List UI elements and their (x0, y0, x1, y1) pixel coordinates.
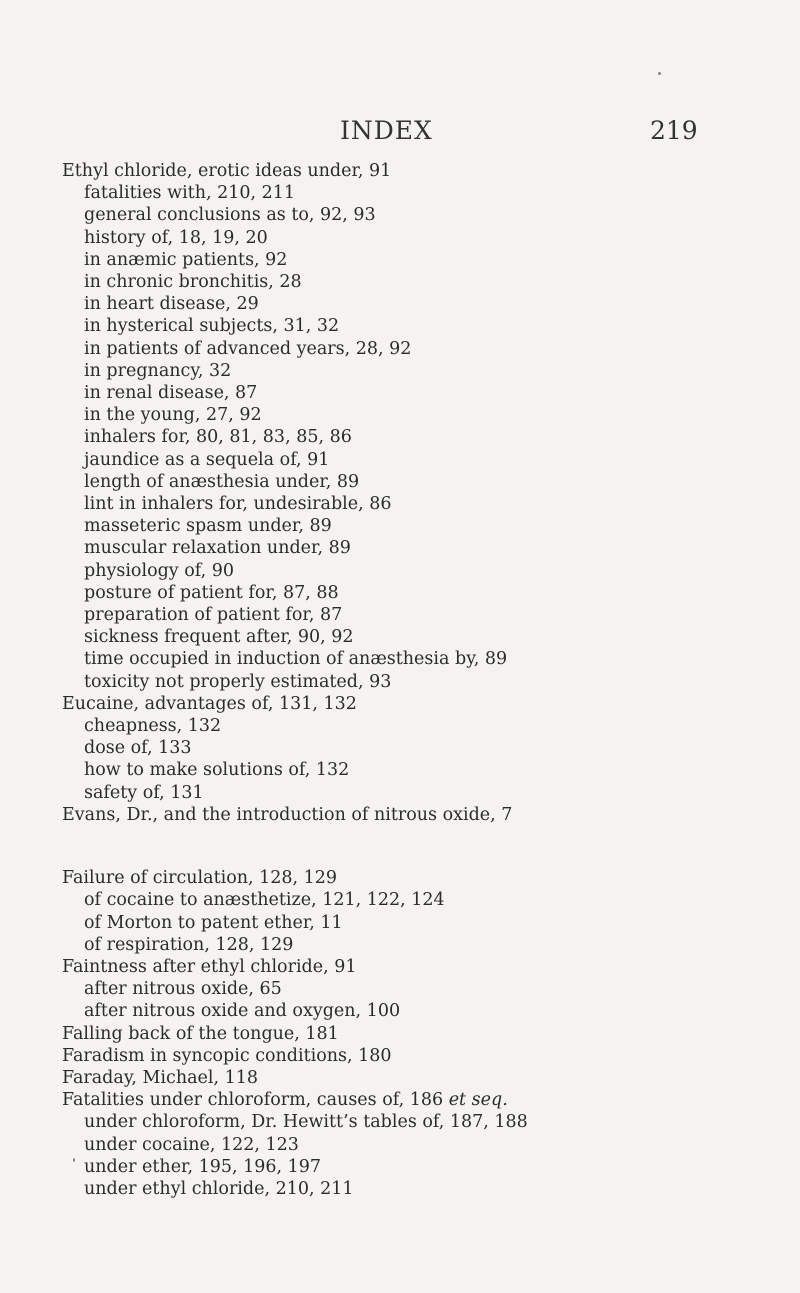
entry-text: Eucaine, advantages of, 131, 132 (62, 693, 357, 714)
index-subentry (62, 227, 762, 249)
entry-text: lint in inhalers for, undesirable, 86 (84, 494, 392, 515)
index-subentry (62, 249, 762, 271)
page-speck (73, 1158, 75, 1162)
entry-text: masseteric spasm under, 89 (84, 516, 332, 537)
page-speck (658, 72, 661, 75)
entry-text: general conclusions as to, 92, 93 (84, 205, 376, 226)
entry-text: Faraday, Michael, 118 (62, 1067, 259, 1088)
index-subentry (62, 493, 762, 515)
entry-italic-suffix: et seq. (448, 1090, 508, 1111)
entry-text: after nitrous oxide and oxygen, 100 (84, 1001, 401, 1022)
entry-text: posture of patient for, 87, 88 (84, 582, 339, 603)
entry-text: of Morton to patent ether, 11 (84, 912, 343, 933)
index-subentry (62, 737, 762, 759)
index-subentry (62, 1134, 762, 1156)
index-subentry (62, 648, 762, 670)
entry-text: Evans, Dr., and the introduction of nitrous oxide, 7 (62, 804, 513, 825)
entry-text: Failure of circulation, 128, 129 (62, 868, 338, 889)
index-subentry (62, 271, 762, 293)
index-subentry (62, 1156, 762, 1178)
index-entry (62, 956, 762, 978)
entry-text: under ether, 195, 196, 197 (84, 1156, 322, 1177)
entry-text: Faradism in syncopic conditions, 180 (62, 1045, 392, 1066)
index-entry (62, 693, 762, 715)
index-subentry (62, 912, 762, 934)
index-subentry (62, 182, 762, 204)
entry-text: safety of, 131 (84, 782, 204, 803)
index-subentry (62, 889, 762, 911)
index-subentry (62, 759, 762, 781)
index-subentry (62, 471, 762, 493)
index-subentry (62, 338, 762, 360)
index-entry (62, 1067, 762, 1089)
entry-text: how to make solutions of, 132 (84, 760, 350, 781)
entry-text: of respiration, 128, 129 (84, 934, 294, 955)
block-gap (62, 826, 762, 867)
index-subentry (62, 293, 762, 315)
entry-text: of cocaine to anæsthetize, 121, 122, 124 (84, 890, 445, 911)
index-subentry (62, 1000, 762, 1022)
entry-text: jaundice as a sequela of, 91 (84, 449, 330, 470)
page-title: INDEX (340, 116, 433, 145)
index-subentry (62, 204, 762, 226)
entry-text: in renal disease, 87 (84, 383, 258, 404)
index-subentry (62, 626, 762, 648)
index-subentry (62, 782, 762, 804)
index-entry (62, 1089, 762, 1111)
entry-text: under chloroform, Dr. Hewitt’s tables of, 187, 188 (84, 1112, 528, 1133)
entry-text: in hysterical subjects, 31, 32 (84, 316, 340, 337)
index-subentry (62, 449, 762, 471)
index-subentry (62, 1178, 762, 1200)
entry-text: in heart disease, 29 (84, 294, 259, 315)
index-entry (62, 160, 762, 182)
index-entry (62, 867, 762, 889)
entry-text: in pregnancy, 32 (84, 360, 232, 381)
entry-text: length of anæsthesia under, 89 (84, 471, 360, 492)
index-subentry (62, 315, 762, 337)
index-entry (62, 1023, 762, 1045)
index-subentry (62, 360, 762, 382)
entry-text: inhalers for, 80, 81, 83, 85, 86 (84, 427, 352, 448)
entry-text: under ethyl chloride, 210, 211 (84, 1178, 354, 1199)
page-number: 219 (650, 116, 698, 145)
entry-text: Ethyl chloride, erotic ideas under, 91 (62, 161, 392, 181)
index-subentry (62, 537, 762, 559)
index-subentry (62, 1111, 762, 1133)
index-subentry (62, 515, 762, 537)
index-subentry (62, 582, 762, 604)
entry-text: time occupied in induction of anæsthesia by, 89 (84, 649, 508, 670)
entry-text: cheapness, 132 (84, 716, 222, 737)
index-entry (62, 804, 762, 826)
entry-text: in anæmic patients, 92 (84, 249, 288, 270)
index-entry (62, 1045, 762, 1067)
running-head (0, 116, 800, 146)
index-subentry (62, 978, 762, 1000)
entry-text: under cocaine, 122, 123 (84, 1134, 299, 1155)
entry-text: in patients of advanced years, 28, 92 (84, 338, 412, 359)
entry-text: Fatalities under chloroform, causes of, 186 (62, 1090, 444, 1111)
entry-text: in the young, 27, 92 (84, 405, 262, 426)
entry-text: preparation of patient for, 87 (84, 605, 343, 626)
index-subentry (62, 604, 762, 626)
entry-text: fatalities with, 210, 211 (84, 183, 296, 204)
index-subentry (62, 560, 762, 582)
entry-text: muscular relaxation under, 89 (84, 538, 351, 559)
index-entries (62, 160, 762, 1200)
entry-text: toxicity not properly estimated, 93 (84, 671, 392, 692)
index-subentry (62, 382, 762, 404)
entry-text: Falling back of the tongue, 181 (62, 1023, 339, 1044)
entry-text: after nitrous oxide, 65 (84, 979, 282, 1000)
entry-text: in chronic bronchitis, 28 (84, 272, 302, 293)
index-subentry (62, 404, 762, 426)
entry-text: Faintness after ethyl chloride, 91 (62, 956, 357, 977)
index-subentry (62, 715, 762, 737)
index-subentry (62, 426, 762, 448)
entry-text: history of, 18, 19, 20 (84, 227, 268, 248)
index-subentry (62, 671, 762, 693)
index-subentry (62, 934, 762, 956)
entry-text: dose of, 133 (84, 738, 192, 759)
entry-text: physiology of, 90 (84, 560, 235, 581)
entry-text: sickness frequent after, 90, 92 (84, 627, 354, 648)
